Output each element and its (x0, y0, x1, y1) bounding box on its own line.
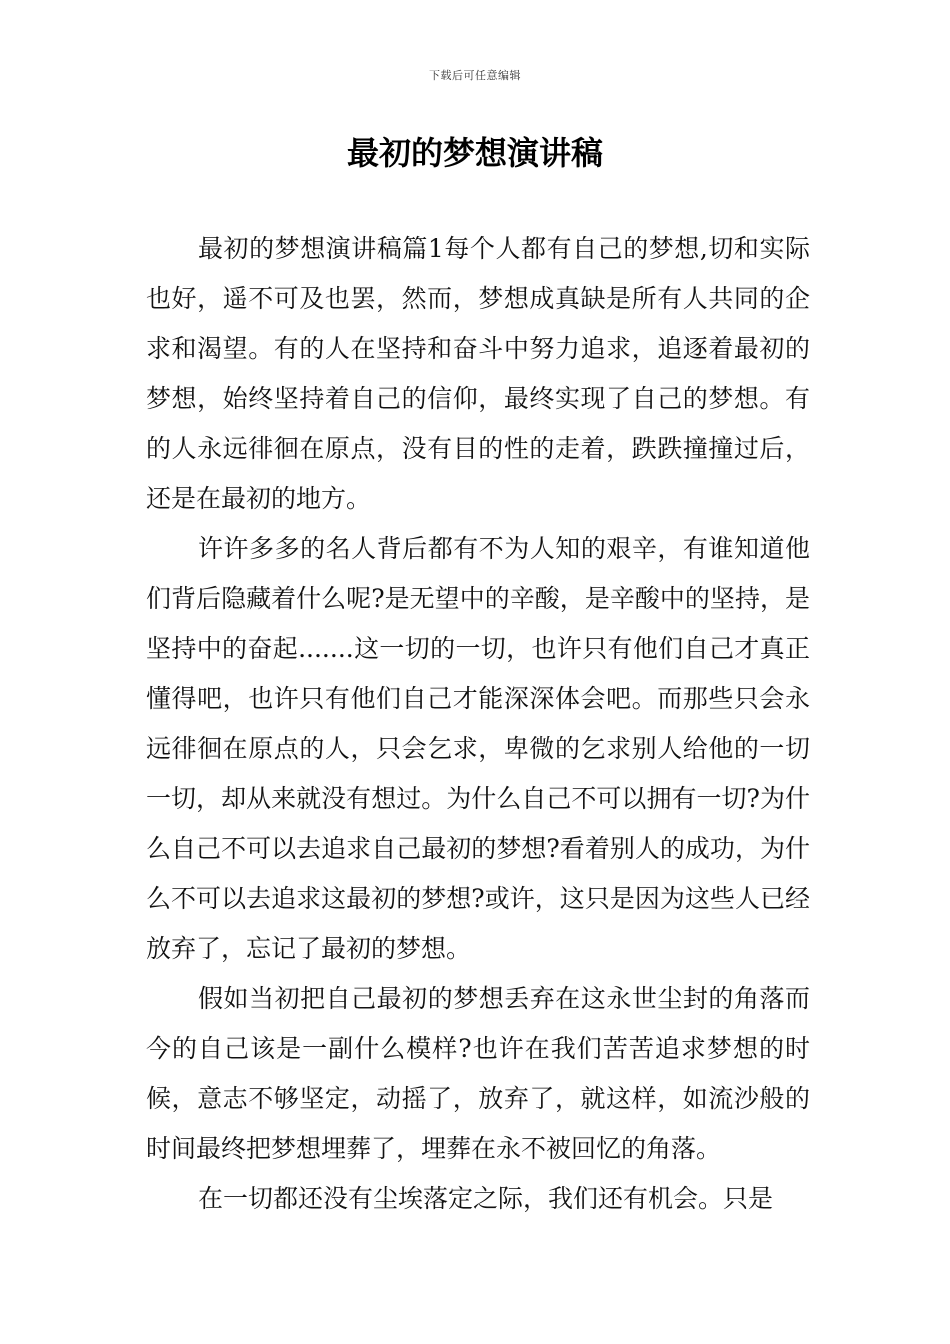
paragraph-3: 假如当初把自己最初的梦想丢弃在这永世尘封的角落而今的自己该是一副什么模样?也许在我们苦苦追求梦想的时候，意志不够坚定，动摇了，放弃了，就这样，如流沙般的时间最终把梦想埋葬了，埋葬在永不被回忆的角落。 (146, 984, 810, 1163)
paragraph-1: 最初的梦想演讲稿篇1每个人都有自己的梦想,切和实际也好，遥不可及也罢，然而，梦想成真缺是所有人共同的企求和渴望。有的人在坚持和奋斗中努力追求，追逐着最初的梦想，始终坚持着自己的信仰，最终实现了自己的梦想。有的人永远徘徊在原点，没有目的性的走着，跌跌撞撞过后，还是在最初的地方。 (146, 234, 810, 513)
document-title: 最初的梦想演讲稿 (346, 134, 603, 172)
header-note: 下载后可任意编辑 (429, 69, 521, 82)
paragraph-4: 在一切都还没有尘埃落定之际，我们还有机会。只是 (198, 1184, 774, 1213)
document-body (146, 224, 810, 1224)
paragraph-2: 许许多多的名人背后都有不为人知的艰辛，有谁知道他们背后隐藏着什么呢?是无望中的辛酸，是辛酸中的坚持，是坚持中的奋起.......这一切的一切，也许只有他们自己才真正懂得吧，也许只有他们自己才能深深体会吧。而那些只会永远徘徊在原点的人，只会乞求，卑微的乞求别人给他的一切一切，却从来就没有想过。为什么自己不可以拥有一切?为什么自己不可以去追求自己最初的梦想?看着别人的成功，为什么不可以去追求这最初的梦想?或许，这只是因为这些人已经放弃了，忘记了最初的梦想。 (146, 534, 810, 963)
